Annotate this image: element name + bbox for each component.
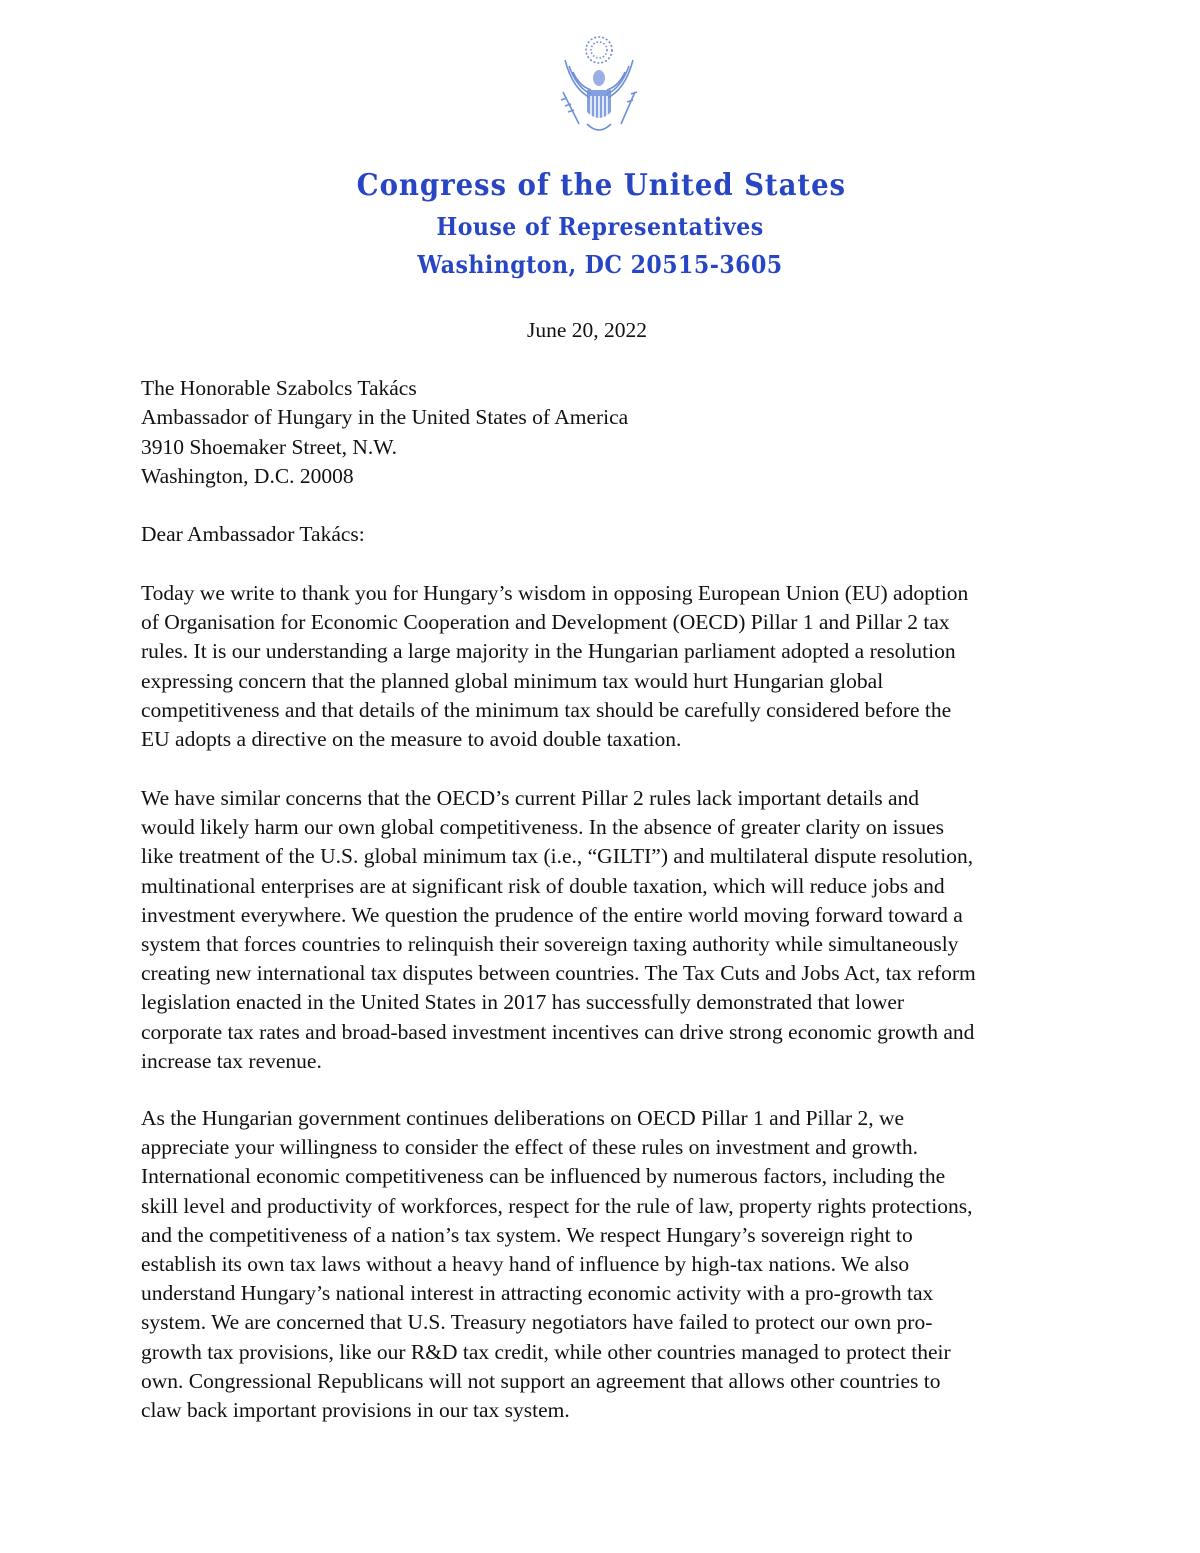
paragraph-line: International economic competitiveness can be influenced by numerous factors, including the bbox=[141, 1164, 946, 1189]
paragraph-line: own. Congressional Republicans will not support an agreement that allows other countries to bbox=[141, 1368, 941, 1393]
paragraph-line: claw back important provisions in our tax system. bbox=[141, 1398, 570, 1423]
paragraph-line: increase tax revenue. bbox=[141, 1048, 322, 1073]
paragraph-line: investment everywhere. We question the prudence of the entire world moving forward toward a bbox=[141, 902, 963, 927]
paragraph-line: multinational enterprises are at significant risk of double taxation, which will reduce jobs and bbox=[141, 873, 945, 898]
paragraph-line: EU adopts a directive on the measure to avoid double taxation. bbox=[141, 727, 682, 752]
paragraph-line: competitiveness and that details of the minimum tax should be carefully considered before the bbox=[141, 697, 952, 722]
recipient-street: 3910 Shoemaker Street, N.W. bbox=[141, 434, 397, 459]
paragraph-line: We have similar concerns that the OECD’s current Pillar 2 rules lack important details and bbox=[141, 786, 920, 810]
salutation: Dear Ambassador Takács: bbox=[141, 522, 365, 546]
paragraph-line: Today we write to thank you for Hungary’s wisdom in opposing European Union (EU) adoption bbox=[141, 581, 969, 605]
paragraph-line: expressing concern that the planned global minimum tax would hurt Hungarian global bbox=[141, 668, 884, 693]
great-seal-icon bbox=[543, 32, 655, 144]
paragraph-line: rules. It is our understanding a large majority in the Hungarian parliament adopted a resolution bbox=[141, 639, 956, 664]
paragraph-line: growth tax provisions, like our R&D tax credit, while other countries managed to protect their bbox=[141, 1339, 951, 1364]
paragraph-line: and the competitiveness of a nation’s tax system. We respect Hungary’s sovereign right to bbox=[141, 1222, 913, 1247]
paragraph-line: system that forces countries to relinquish their sovereign taxing authority while simultaneously bbox=[141, 932, 959, 957]
paragraph-line: of Organisation for Economic Cooperation and Development (OECD) Pillar 1 and Pillar 2 tax bbox=[141, 610, 950, 635]
paragraph-line: creating new international tax disputes between countries. The Tax Cuts and Jobs Act, tax reform bbox=[141, 961, 976, 986]
paragraph-line: system. We are concerned that U.S. Treasury negotiators have failed to protect our own pro- bbox=[141, 1310, 933, 1335]
paragraph-line: establish its own tax laws without a heavy hand of influence by high-tax nations. We also bbox=[141, 1252, 910, 1277]
paragraph-line: understand Hungary’s national interest in attracting economic activity with a pro-growth tax bbox=[141, 1281, 934, 1306]
paragraph-line: corporate tax rates and broad-based investment incentives can drive strong economic growth and bbox=[141, 1019, 975, 1044]
letter-date: June 20, 2022 bbox=[527, 318, 648, 342]
paragraph-1 bbox=[141, 579, 968, 754]
paragraph-line: legislation enacted in the United States in 2017 has successfully demonstrated that lower bbox=[141, 990, 905, 1015]
letterhead-house: House of Representatives bbox=[436, 212, 764, 241]
letterhead-address: Washington, DC 20515-3605 bbox=[417, 250, 783, 279]
paragraph-3 bbox=[141, 1104, 973, 1425]
letterhead-congress: Congress of the United States bbox=[356, 168, 847, 203]
recipient-address-block bbox=[141, 374, 628, 491]
paragraph-line: appreciate your willingness to consider the effect of these rules on investment and growth. bbox=[141, 1135, 918, 1160]
recipient-title: Ambassador of Hungary in the United States of America bbox=[141, 405, 629, 430]
paragraph-line: like treatment of the U.S. global minimum tax (i.e., “GILTI”) and multilateral dispute resolution, bbox=[141, 844, 974, 869]
recipient-city: Washington, D.C. 20008 bbox=[141, 463, 354, 488]
paragraph-line: would likely harm our own global competitiveness. In the absence of greater clarity on issues bbox=[141, 815, 945, 840]
recipient-name: The Honorable Szabolcs Takács bbox=[141, 376, 417, 400]
paragraph-line: As the Hungarian government continues deliberations on OECD Pillar 1 and Pillar 2, we bbox=[141, 1106, 905, 1130]
paragraph-line: skill level and productivity of workforces, respect for the rule of law, property rights protections, bbox=[141, 1193, 973, 1218]
paragraph-2 bbox=[141, 784, 976, 1076]
